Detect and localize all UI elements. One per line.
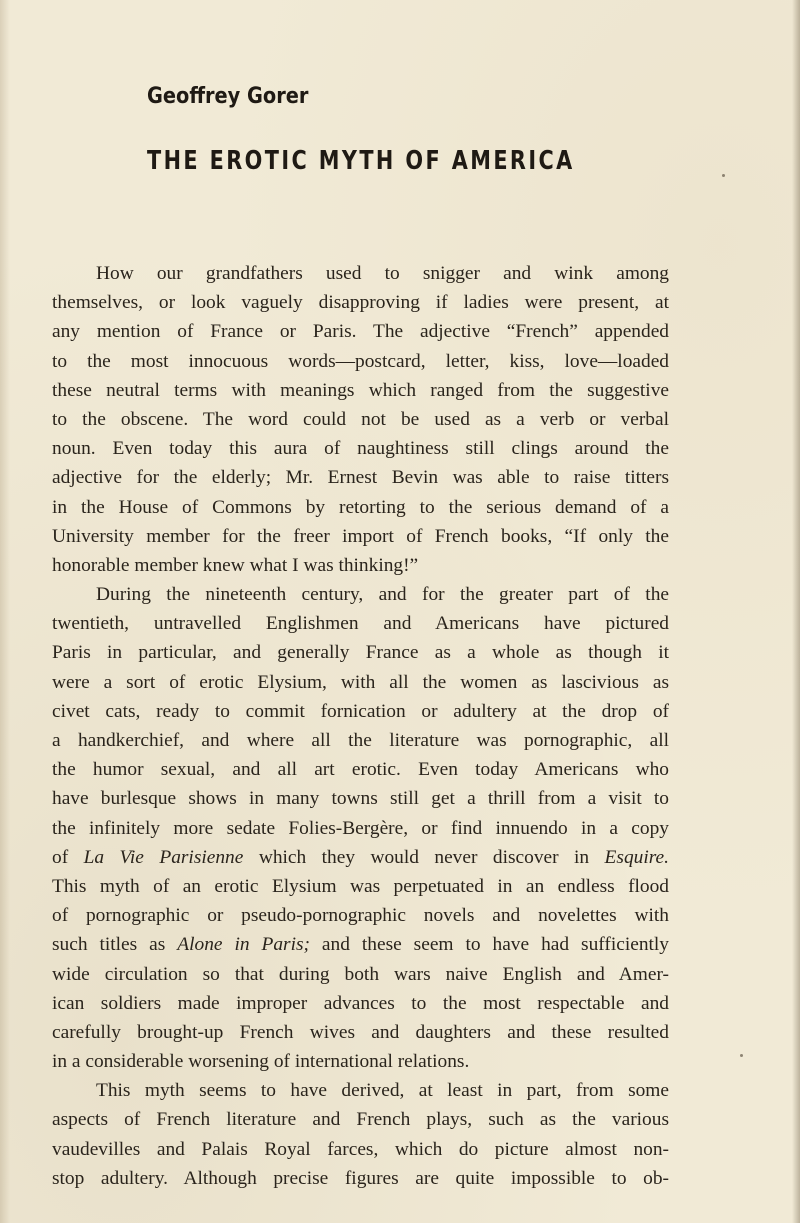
text-line bbox=[52, 551, 669, 580]
text-line bbox=[52, 405, 669, 434]
paper-speck bbox=[722, 174, 725, 177]
text-line bbox=[52, 522, 669, 551]
author-name: Geoffrey Gorer bbox=[147, 84, 309, 109]
text-line bbox=[52, 493, 669, 522]
text-line bbox=[52, 784, 669, 813]
text-line bbox=[52, 1047, 669, 1076]
text-run: carefully brought-up French wives and daughters and these resulted bbox=[52, 1021, 669, 1043]
text-line bbox=[52, 901, 669, 930]
text-line bbox=[52, 376, 669, 405]
text-line bbox=[52, 726, 669, 755]
text-run: University member for the freer import of French books, “If only the bbox=[52, 525, 669, 547]
italic-title-text: La Vie Parisienne bbox=[83, 846, 244, 868]
essay-body bbox=[52, 259, 669, 1193]
text-line bbox=[52, 317, 669, 346]
text-run: which they would never discover in bbox=[243, 846, 605, 868]
text-run: themselves, or look vaguely disapproving if ladies were present, at bbox=[52, 292, 669, 314]
text-run: During the nineteenth century, and for the greater part of the bbox=[96, 584, 669, 606]
text-run: How our grandfathers used to snigger and wink among bbox=[96, 263, 669, 284]
text-run: Paris in particular, and generally France as a whole as though it bbox=[52, 642, 669, 664]
text-run: any mention of France or Paris. The adjective “French” appended bbox=[52, 321, 669, 343]
page-gutter-shadow bbox=[0, 0, 10, 1223]
text-run: in a considerable worsening of international relations. bbox=[52, 1051, 470, 1073]
text-line bbox=[52, 960, 669, 989]
text-line bbox=[52, 434, 669, 463]
text-line bbox=[52, 843, 669, 872]
text-line bbox=[52, 872, 669, 901]
text-run: honorable member knew what I was thinking!” bbox=[52, 554, 419, 576]
text-run: the humor sexual, and all art erotic. Even today Americans who bbox=[52, 759, 669, 781]
text-line bbox=[52, 989, 669, 1018]
text-run: This myth of an erotic Elysium was perpetuated in an endless flood bbox=[52, 875, 669, 897]
text-line bbox=[52, 609, 669, 638]
text-run: noun. Even today this aura of naughtiness still clings around the bbox=[52, 438, 669, 460]
text-line bbox=[52, 1135, 669, 1164]
text-line bbox=[52, 288, 669, 317]
paper-speck bbox=[740, 1054, 743, 1057]
text-run: in the House of Commons by retorting to the serious demand of a bbox=[52, 496, 669, 518]
text-run: these neutral terms with meanings which ranged from the suggestive bbox=[52, 379, 669, 401]
text-line bbox=[52, 580, 669, 609]
text-run: stop adultery. Although precise figures are quite impossible to ob- bbox=[52, 1167, 669, 1189]
text-run: have burlesque shows in many towns still get a thrill from a visit to bbox=[52, 788, 669, 810]
text-line bbox=[52, 668, 669, 697]
text-run: This myth seems to have derived, at least in part, from some bbox=[96, 1080, 669, 1102]
text-run: of pornographic or pseudo-pornographic novels and novelettes with bbox=[52, 905, 669, 927]
text-run: the infinitely more sedate Folies-Bergère, or find innuendo in a copy bbox=[52, 817, 669, 839]
text-run: of bbox=[52, 846, 84, 868]
text-line bbox=[52, 755, 669, 784]
text-run: to the most innocuous words—postcard, letter, kiss, love—loaded bbox=[52, 350, 669, 372]
text-run: ican soldiers made improper advances to the most respectable and bbox=[52, 992, 669, 1014]
text-run: and these seem to have had sufficiently bbox=[309, 934, 669, 956]
text-run: aspects of French literature and French plays, such as the various bbox=[52, 1109, 669, 1131]
italic-title-text: Esquire. bbox=[604, 846, 669, 868]
text-line bbox=[52, 638, 669, 667]
text-run: wide circulation so that during both wars naive English and Amer- bbox=[52, 963, 669, 985]
text-line bbox=[52, 697, 669, 726]
text-run: adjective for the elderly; Mr. Ernest Bevin was able to raise titters bbox=[52, 467, 669, 489]
essay-title: THE EROTIC MYTH OF AMERICA bbox=[147, 146, 575, 176]
text-line bbox=[52, 347, 669, 376]
text-run: vaudevilles and Palais Royal farces, which do picture almost non- bbox=[52, 1138, 669, 1160]
text-line bbox=[52, 1164, 669, 1193]
text-line bbox=[52, 1018, 669, 1047]
text-line bbox=[52, 463, 669, 492]
text-line bbox=[52, 814, 669, 843]
text-run: civet cats, ready to commit fornication or adultery at the drop of bbox=[52, 700, 669, 722]
italic-title-text: Alone in Paris; bbox=[177, 934, 310, 956]
text-run: such titles as bbox=[52, 934, 178, 956]
page-edge-shadow bbox=[792, 0, 800, 1223]
text-line bbox=[52, 1076, 669, 1105]
text-run: a handkerchief, and where all the literature was pornographic, all bbox=[52, 730, 669, 751]
text-run: were a sort of erotic Elysium, with all the women as lascivious as bbox=[52, 671, 669, 693]
text-run: twentieth, untravelled Englishmen and Americans have pictured bbox=[52, 613, 669, 635]
text-run: to the obscene. The word could not be used as a verb or verbal bbox=[52, 408, 669, 430]
text-line bbox=[52, 1105, 669, 1134]
text-line bbox=[52, 930, 669, 959]
text-line bbox=[52, 259, 669, 288]
